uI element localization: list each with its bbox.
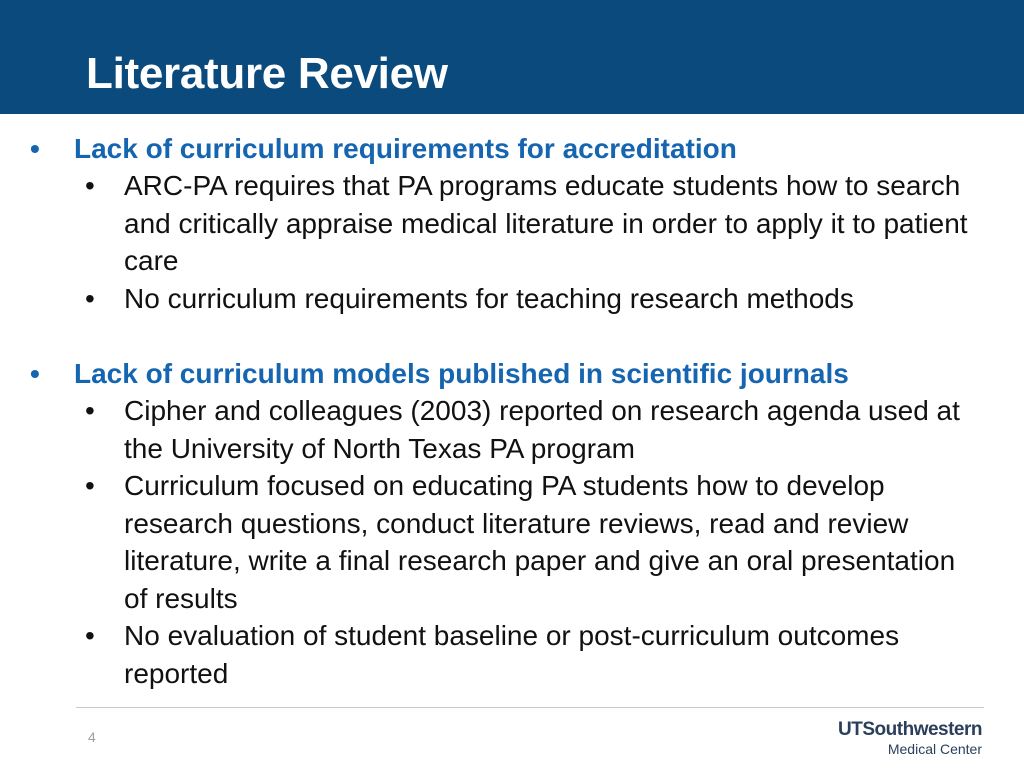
slide-content [0, 130, 1024, 692]
bullet-item [0, 167, 1024, 280]
title-bar [0, 0, 1024, 114]
bullet-text: Cipher and colleagues (2003) reported on research agenda used at the University of North Texas PA program [124, 395, 960, 464]
logo-subtitle: Medical Center [887, 741, 982, 757]
section-heading [0, 130, 1024, 167]
bullet-icon: • [85, 620, 95, 651]
bullet-text: No curriculum requirements for teaching research methods [124, 282, 854, 314]
bullet-item [0, 467, 1024, 617]
page-number: 4 [88, 729, 96, 745]
bullet-item [0, 280, 1024, 318]
section-heading-text: Lack of curriculum models published in scientific journals [74, 358, 849, 389]
slide-title: Literature Review [86, 49, 448, 98]
bullet-icon: • [30, 358, 40, 389]
section-heading-text: Lack of curriculum requirements for accreditation [74, 133, 737, 164]
bullet-icon: • [85, 395, 95, 426]
bullet-icon: • [30, 133, 40, 164]
bullet-text: ARC-PA requires that PA programs educate students how to search and critically appraise medical literature in order to apply it to patient care [124, 170, 968, 276]
footer-divider [76, 707, 984, 708]
ut-southwestern-logo [838, 719, 982, 758]
section-spacer [0, 317, 1024, 355]
logo-wordmark: UTSouthwestern [838, 719, 982, 740]
bullet-item [0, 617, 1024, 692]
bullet-text: Curriculum focused on educating PA students how to develop research questions, conduct literature reviews, read and review literature, write a final research paper and give an oral presentation of results [124, 470, 956, 614]
bullet-item [0, 392, 1024, 467]
bullet-icon: • [85, 282, 95, 314]
bullet-icon: • [85, 470, 95, 501]
bullet-text: No evaluation of student baseline or post-curriculum outcomes reported [124, 620, 900, 689]
bullet-icon: • [85, 170, 95, 201]
section-heading [0, 355, 1024, 392]
